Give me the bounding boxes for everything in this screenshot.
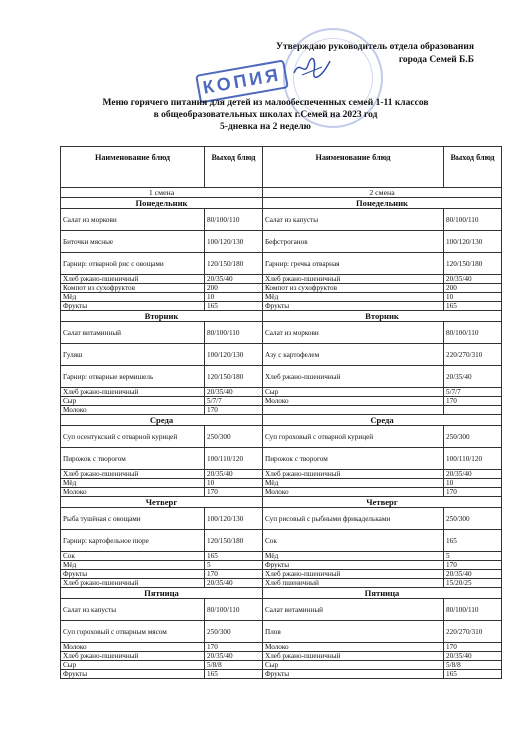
output-cell: 20/35/40	[205, 652, 263, 661]
output-cell-2: 5/7/7	[444, 388, 502, 397]
dish-cell-2: Сок	[263, 530, 444, 552]
table-row	[61, 448, 502, 470]
output-cell-2: 80/100/110	[444, 209, 502, 231]
output-cell-2: 170	[444, 643, 502, 652]
dish-cell: Компот из сухофруктов	[61, 284, 205, 293]
output-cell: 5/8/8	[205, 661, 263, 670]
output-cell: 10	[205, 479, 263, 488]
dish-cell: Пирожок с творогом	[61, 448, 205, 470]
dish-cell-2: Бефстроганов	[263, 231, 444, 253]
output-cell-2: 15/20/25	[444, 579, 502, 588]
output-cell: 200	[205, 284, 263, 293]
table-row	[61, 670, 502, 679]
output-cell: 100/120/130	[205, 508, 263, 530]
output-cell: 20/35/40	[205, 470, 263, 479]
dish-cell: Мёд	[61, 479, 205, 488]
table-row	[61, 488, 502, 497]
dish-cell-2: Азу с картофелем	[263, 344, 444, 366]
output-cell-2: 250/300	[444, 426, 502, 448]
table-row	[61, 530, 502, 552]
dish-cell: Салат из моркови	[61, 209, 205, 231]
output-cell: 165	[205, 552, 263, 561]
menu-table	[60, 146, 502, 679]
output-cell: 10	[205, 293, 263, 302]
dish-cell-2: Мёд	[263, 479, 444, 488]
dish-cell-2: Молоко	[263, 643, 444, 652]
table-row	[61, 561, 502, 570]
output-cell-2: 5	[444, 552, 502, 561]
output-cell: 100/120/130	[205, 344, 263, 366]
dish-cell: Хлеб ржано-пшеничный	[61, 579, 205, 588]
output-cell: 80/100/110	[205, 599, 263, 621]
dish-cell-2: Фрукты	[263, 670, 444, 679]
dish-cell: Фрукты	[61, 570, 205, 579]
output-cell-2: 20/35/40	[444, 275, 502, 284]
title-line-1: Меню горячего питания для детей из малообеспеченных семей 1-11 классов	[102, 98, 429, 108]
day-row	[61, 415, 502, 426]
table-row	[61, 275, 502, 284]
output-cell-2: 10	[444, 479, 502, 488]
dish-cell: Сыр	[61, 661, 205, 670]
output-cell: 20/35/40	[205, 275, 263, 284]
output-cell-2: 20/35/40	[444, 366, 502, 388]
dish-cell-2: Плов	[263, 621, 444, 643]
shift-1-label: 1 смена	[61, 188, 263, 198]
day-name: Четверг	[61, 497, 263, 508]
day-name-2: Четверг	[263, 497, 502, 508]
output-cell-2: 200	[444, 284, 502, 293]
output-cell-2: 10	[444, 293, 502, 302]
table-row	[61, 479, 502, 488]
document-title	[0, 97, 531, 133]
day-name-2: Понедельник	[263, 198, 502, 209]
dish-cell: Хлеб ржано-пшеничный	[61, 275, 205, 284]
dish-cell-2: Хлеб ржано-пшеничный	[263, 275, 444, 284]
dish-cell-2: Салат витаминный	[263, 599, 444, 621]
table-row	[61, 570, 502, 579]
header-dish-2: Наименование блюд	[263, 147, 444, 188]
dish-cell: Мёд	[61, 561, 205, 570]
output-cell-2: 80/100/110	[444, 322, 502, 344]
table-row	[61, 552, 502, 561]
table-row	[61, 397, 502, 406]
table-row	[61, 302, 502, 311]
day-name: Вторник	[61, 311, 263, 322]
dish-cell: Суп осентукский с отварной курицей	[61, 426, 205, 448]
title-line-3: 5-дневка на 2 неделю	[220, 122, 311, 132]
table-row	[61, 253, 502, 275]
dish-cell: Хлеб ржано-пшеничный	[61, 470, 205, 479]
day-row	[61, 497, 502, 508]
dish-cell-2: Гарнир: гречка отварная	[263, 253, 444, 275]
output-cell: 5/7/7	[205, 397, 263, 406]
dish-cell-2: Хлеб ржано-пшеничный	[263, 570, 444, 579]
table-row	[61, 579, 502, 588]
output-cell-2: 100/110/120	[444, 448, 502, 470]
output-cell: 120/150/180	[205, 530, 263, 552]
dish-cell: Хлеб ржано-пшеничный	[61, 388, 205, 397]
output-cell: 100/120/130	[205, 231, 263, 253]
dish-cell: Фрукты	[61, 670, 205, 679]
dish-cell-2: Хлеб ржано-пшеничный	[263, 652, 444, 661]
table-row	[61, 621, 502, 643]
dish-cell: Молоко	[61, 643, 205, 652]
output-cell-2: 5/8/8	[444, 661, 502, 670]
table-row	[61, 344, 502, 366]
dish-cell: Мёд	[61, 293, 205, 302]
day-name-2: Среда	[263, 415, 502, 426]
shift-2-label: 2 смена	[263, 188, 502, 198]
dish-cell-2: Хлеб ржано-пшеничный	[263, 470, 444, 479]
day-name-2: Пятница	[263, 588, 502, 599]
day-name: Понедельник	[61, 198, 263, 209]
dish-cell: Молоко	[61, 406, 205, 415]
output-cell: 80/100/110	[205, 322, 263, 344]
output-cell: 5	[205, 561, 263, 570]
dish-cell-2: Сыр	[263, 388, 444, 397]
dish-cell-2: Салат из моркови	[263, 322, 444, 344]
output-cell: 165	[205, 670, 263, 679]
dish-cell-2: Салат из капусты	[263, 209, 444, 231]
output-cell: 80/100/110	[205, 209, 263, 231]
output-cell: 20/35/40	[205, 388, 263, 397]
dish-cell-2: Сыр	[263, 661, 444, 670]
dish-cell: Гарнир: отварной рис с овощами	[61, 253, 205, 275]
dish-cell: Фрукты	[61, 302, 205, 311]
dish-cell-2: Фрукты	[263, 561, 444, 570]
output-cell: 120/150/180	[205, 366, 263, 388]
output-cell-2: 220/270/310	[444, 621, 502, 643]
dish-cell-2: Мёд	[263, 293, 444, 302]
output-cell: 120/150/180	[205, 253, 263, 275]
output-cell-2: 120/150/180	[444, 253, 502, 275]
output-cell: 165	[205, 302, 263, 311]
output-cell: 100/110/120	[205, 448, 263, 470]
copy-stamp: КОПИЯ	[195, 59, 289, 103]
dish-cell-2: Фрукты	[263, 302, 444, 311]
dish-cell-2: Пирожок с творогом	[263, 448, 444, 470]
output-cell-2	[444, 406, 502, 415]
dish-cell: Гуляш	[61, 344, 205, 366]
dish-cell-2: Хлеб пшеничный	[263, 579, 444, 588]
dish-cell-2: Молоко	[263, 397, 444, 406]
table-row	[61, 426, 502, 448]
table-row	[61, 406, 502, 415]
table-row	[61, 322, 502, 344]
table-row	[61, 652, 502, 661]
output-cell-2: 165	[444, 530, 502, 552]
dish-cell: Салат витаминный	[61, 322, 205, 344]
header-output-2: Выход блюд	[444, 147, 502, 188]
dish-cell: Сыр	[61, 397, 205, 406]
shift-row	[61, 188, 502, 198]
dish-cell: Салат из капусты	[61, 599, 205, 621]
dish-cell-2: Молоко	[263, 488, 444, 497]
dish-cell: Молоко	[61, 488, 205, 497]
table-row	[61, 366, 502, 388]
output-cell: 170	[205, 643, 263, 652]
output-cell: 20/35/40	[205, 579, 263, 588]
table-row	[61, 388, 502, 397]
table-row	[61, 661, 502, 670]
dish-cell-2: Суп рисовый с рыбными фрикадельками	[263, 508, 444, 530]
output-cell: 250/300	[205, 426, 263, 448]
output-cell-2: 80/100/110	[444, 599, 502, 621]
output-cell-2: 220/270/310	[444, 344, 502, 366]
header-row	[61, 147, 502, 188]
output-cell-2: 20/35/40	[444, 652, 502, 661]
output-cell: 170	[205, 488, 263, 497]
dish-cell-2: Хлеб ржано-пшеничный	[263, 366, 444, 388]
dish-cell: Гарнир: картофельное пюре	[61, 530, 205, 552]
day-name: Пятница	[61, 588, 263, 599]
dish-cell: Сок	[61, 552, 205, 561]
day-row	[61, 311, 502, 322]
day-row	[61, 198, 502, 209]
output-cell-2: 170	[444, 488, 502, 497]
table-row	[61, 293, 502, 302]
dish-cell: Биточки мясные	[61, 231, 205, 253]
day-name: Среда	[61, 415, 263, 426]
output-cell-2: 100/120/130	[444, 231, 502, 253]
signature-icon	[292, 55, 332, 81]
dish-cell-2: Компот из сухофруктов	[263, 284, 444, 293]
output-cell-2: 165	[444, 670, 502, 679]
day-row	[61, 588, 502, 599]
output-cell-2: 250/300	[444, 508, 502, 530]
output-cell-2: 20/35/40	[444, 470, 502, 479]
approval-line-2: города Семей Б.Б	[398, 55, 474, 65]
dish-cell-2: Мёд	[263, 552, 444, 561]
day-name-2: Вторник	[263, 311, 502, 322]
output-cell-2: 165	[444, 302, 502, 311]
table-row	[61, 599, 502, 621]
dish-cell: Рыба тушёная с овощами	[61, 508, 205, 530]
output-cell: 170	[205, 406, 263, 415]
dish-cell: Хлеб ржано-пшеничный	[61, 652, 205, 661]
header-dish: Наименование блюд	[61, 147, 205, 188]
header-output: Выход блюд	[205, 147, 263, 188]
table-row	[61, 231, 502, 253]
output-cell: 170	[205, 570, 263, 579]
table-row	[61, 470, 502, 479]
table-row	[61, 508, 502, 530]
table-row	[61, 643, 502, 652]
output-cell-2: 170	[444, 561, 502, 570]
dish-cell-2	[263, 406, 444, 415]
output-cell-2: 170	[444, 397, 502, 406]
dish-cell-2: Суп гороховый с отварной курицей	[263, 426, 444, 448]
table-row	[61, 284, 502, 293]
approval-line-1: Утверждаю руководитель отдела образования	[276, 42, 474, 52]
output-cell-2: 20/35/40	[444, 570, 502, 579]
dish-cell: Гарнир: отварные вермишель	[61, 366, 205, 388]
table-row	[61, 209, 502, 231]
title-line-2: в общеобразовательных школах г.Семей на 2023 год	[153, 110, 378, 120]
dish-cell: Суп гороховый с отварным мясом	[61, 621, 205, 643]
output-cell: 250/300	[205, 621, 263, 643]
